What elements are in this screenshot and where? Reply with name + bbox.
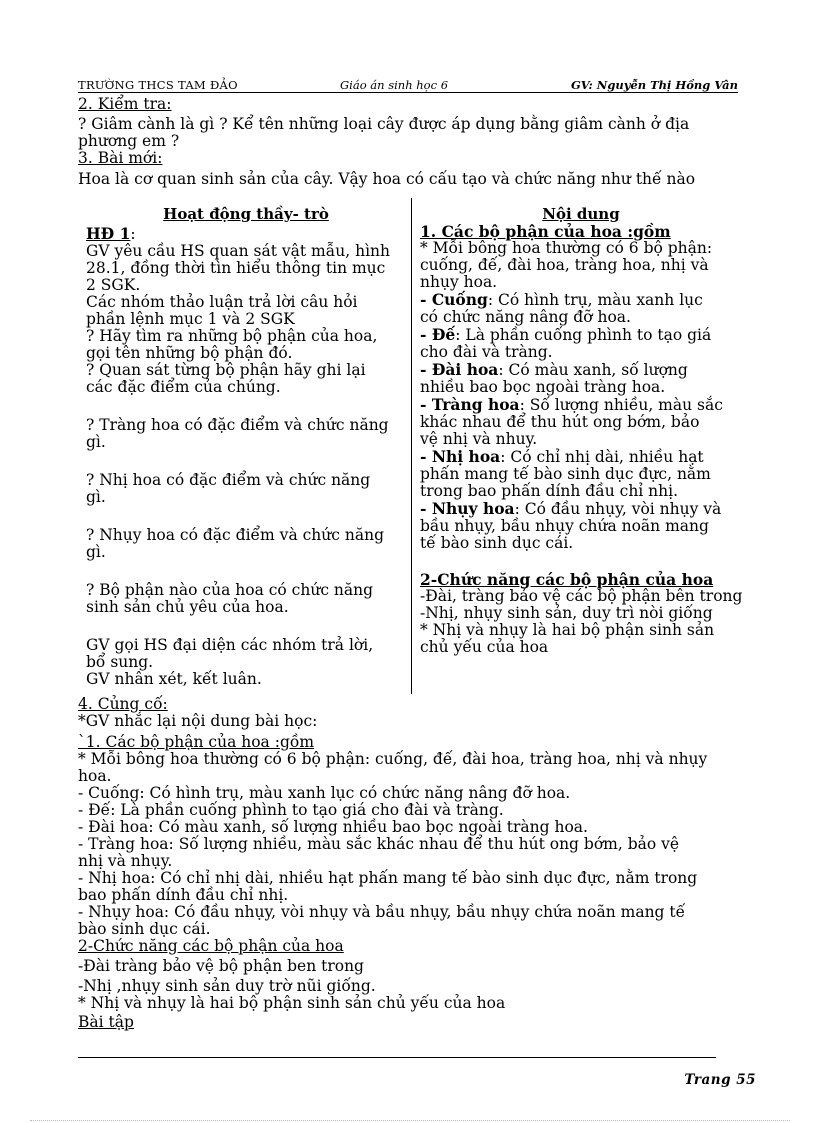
hd1-colon: :: [130, 225, 136, 243]
check-section: [78, 96, 742, 188]
consolidation-line: bào sinh dục cái.: [78, 920, 211, 938]
consolidation-line: hoa.: [78, 767, 112, 785]
desc-de: : Là phần cuống phình to tạo giá: [455, 326, 712, 344]
question-reproductive: ? Bộ phận nào của hoa có chức năng: [86, 581, 374, 599]
right-line: khác nhau để thu hút ong bớm, bảo: [420, 413, 700, 431]
left-line: GV yêu cầu HS quan sát vật mẫu, hình: [86, 242, 390, 260]
consolidation-line: * Mỗi bông hoa thường có 6 bộ phận: cuống, đế, đài hoa, tràng hoa, nhị và nhụy: [78, 750, 708, 768]
consolidation-line: - Cuống: Có hình trụ, màu xanh lục có chức năng nâng đỡ hoa.: [78, 784, 571, 802]
right-line: nhụy hoa.: [420, 273, 498, 291]
consolidation-line: -Đài tràng bảo vệ bộ phận ben trong: [78, 957, 364, 975]
right-line: * Mỗi bông hoa thường có 6 bộ phận:: [420, 239, 713, 257]
right-line: phấn mang tế bào sinh dục đực, nằm: [420, 465, 711, 483]
page-edge: [30, 1120, 790, 1121]
column-divider: [411, 198, 412, 694]
question-stamen-end: gì.: [86, 488, 106, 506]
right-line: cuống, đế, đài hoa, tràng hoa, nhị và: [420, 256, 709, 274]
left-conclusion: GV gọi HS đại diện các nhóm trả lời,: [86, 636, 374, 654]
teacher-student-column: [86, 206, 406, 688]
left-line: ? Hãy tìm ra những bộ phận của hoa,: [86, 327, 378, 345]
right-line: chủ yếu của hoa: [420, 638, 549, 656]
flower-function-heading: 2-Chức năng các bộ phận của hoa: [420, 570, 714, 589]
desc-nhi-hoa: : Có chỉ nhị dài, nhiều hạt: [500, 448, 704, 466]
page-header: [78, 78, 738, 93]
left-line: gọi tên những bộ phận đó.: [86, 344, 293, 362]
check-heading: 2. Kiểm tra:: [78, 95, 172, 113]
question-stamen: ? Nhị hoa có đặc điểm và chức năng: [86, 471, 371, 489]
right-line: trong bao phấn dính đầu chỉ nhị.: [420, 482, 679, 500]
term-nhi-hoa: - Nhị hoa: [420, 447, 501, 466]
question-reproductive-end: sinh sản chủ yêu của hoa.: [86, 598, 289, 616]
desc-trang-hoa: : Số lượng nhiều, màu sắc: [519, 396, 723, 414]
right-column-title: Nội dung: [542, 205, 620, 223]
right-line: cho đài và tràng.: [420, 343, 553, 361]
consolidation-heading: 4. Củng cố:: [78, 695, 168, 713]
header-school: TRƯỜNG THCS TAM ĐẢO: [78, 78, 238, 92]
consolidation-section: [78, 696, 742, 1031]
new-lesson-intro: Hoa là cơ quan sinh sản của cây. Vậy hoa có cấu tạo và chức năng như thế nào: [78, 170, 696, 188]
consolidation-line: - Nhị hoa: Có chỉ nhị dài, nhiều hạt phấn mang tế bào sinh dục đực, nằm trong: [78, 869, 698, 887]
consolidation-line: *GV nhắc lại nội dung bài học:: [78, 712, 318, 730]
consolidation-line: bao phấn dính đầu chỉ nhị.: [78, 886, 289, 904]
left-conclusion: GV nhân xét, kết luân.: [86, 670, 262, 688]
left-line: phần lệnh mục 1 và 2 SGK: [86, 310, 295, 328]
desc-nhuy-hoa: : Có đầu nhụy, vòi nhụy và: [514, 500, 722, 518]
consolidation-line: - Nhụy hoa: Có đầu nhụy, vòi nhụy và bầu nhụy, bầu nhụy chứa noãn mang tế: [78, 903, 686, 921]
consolidation-line: - Tràng hoa: Số lượng nhiều, màu sắc khác nhau để thu hút ong bớm, bảo vệ: [78, 835, 680, 853]
question-pistil-end: gì.: [86, 543, 106, 561]
page-number: Trang 55: [684, 1072, 756, 1088]
left-line: 28.1, đồng thời tìn hiểu thông tin mục: [86, 259, 386, 277]
right-line: -Nhị, nhụy sinh sản, duy trì nòi giống: [420, 604, 713, 622]
desc-dai-hoa: : Có màu xanh, số lượng: [498, 361, 688, 379]
check-question-line-1: ? Giâm cành là gì ? Kể tên những loại cây được áp dụng bằng giâm cành ở địa: [78, 115, 690, 133]
consolidation-line: - Đài hoa: Có màu xanh, số lượng nhiều bao bọc ngoài tràng hoa.: [78, 818, 588, 836]
header-teacher: GV: Nguyễn Thị Hồng Vân: [570, 78, 738, 92]
term-de: - Đế: [420, 325, 456, 344]
left-line: Các nhóm thảo luận trả lời câu hỏi: [86, 293, 358, 311]
right-line: vệ nhị và nhuy.: [420, 430, 538, 448]
question-corolla: ? Tràng hoa có đặc điểm và chức năng: [86, 416, 389, 434]
left-line: 2 SGK.: [86, 276, 141, 294]
left-line: ? Quan sát từng bộ phận hãy ghi lại: [86, 361, 366, 379]
term-cuong: - Cuống: [420, 290, 488, 309]
check-question-line-2: phương em ?: [78, 132, 180, 150]
question-pistil: ? Nhụy hoa có đặc điểm và chức năng: [86, 526, 384, 544]
exercise-heading: Bài tập: [78, 1013, 134, 1031]
right-line: bầu nhụy, bầu nhụy chứa noãn mang: [420, 517, 709, 535]
content-column: [420, 206, 742, 656]
term-dai-hoa: - Đài hoa: [420, 360, 499, 379]
hd1-label: HĐ 1: [86, 224, 131, 243]
consolidation-line: nhị và nhụy.: [78, 852, 173, 870]
bottom-rule: [78, 1057, 716, 1058]
flower-parts-heading: 1. Các bộ phận của hoa :gồm: [420, 222, 671, 241]
left-column-title: Hoạt động thầy- trò: [163, 205, 329, 223]
right-line: -Đài, tràng bảo vệ các bộ phận bên trong: [420, 587, 743, 605]
right-line: nhiều bao bọc ngoài tràng hoa.: [420, 378, 666, 396]
header-subject: Giáo án sinh học 6: [340, 78, 449, 92]
desc-cuong: : Có hình trụ, màu xanh lục: [487, 291, 703, 309]
term-nhuy-hoa: - Nhụy hoa: [420, 499, 515, 518]
consolidation-subheading: 2-Chức năng các bộ phận của hoa: [78, 937, 344, 955]
lesson-table: [78, 198, 742, 694]
right-line: có chức năng nâng đỡ hoa.: [420, 308, 631, 326]
term-trang-hoa: - Tràng hoa: [420, 395, 520, 414]
right-line: tế bào sinh dục cái.: [420, 534, 574, 552]
right-line: * Nhị và nhụy là hai bộ phận sinh sản: [420, 621, 715, 639]
left-line: các đặc điểm của chúng.: [86, 378, 281, 396]
consolidation-line: -Nhị ,nhụy sinh sản duy trờ nũi giống.: [78, 977, 376, 995]
consolidation-subheading: `1. Các bộ phận của hoa :gồm: [78, 733, 315, 751]
question-corolla-end: gì.: [86, 433, 106, 451]
consolidation-line: * Nhị và nhụy là hai bộ phận sinh sản chủ yếu của hoa: [78, 994, 506, 1012]
new-lesson-heading: 3. Bài mới:: [78, 149, 163, 167]
consolidation-line: - Đế: Là phần cuống phình to tạo giá cho đài và tràng.: [78, 801, 504, 819]
left-conclusion: bổ sung.: [86, 653, 154, 671]
